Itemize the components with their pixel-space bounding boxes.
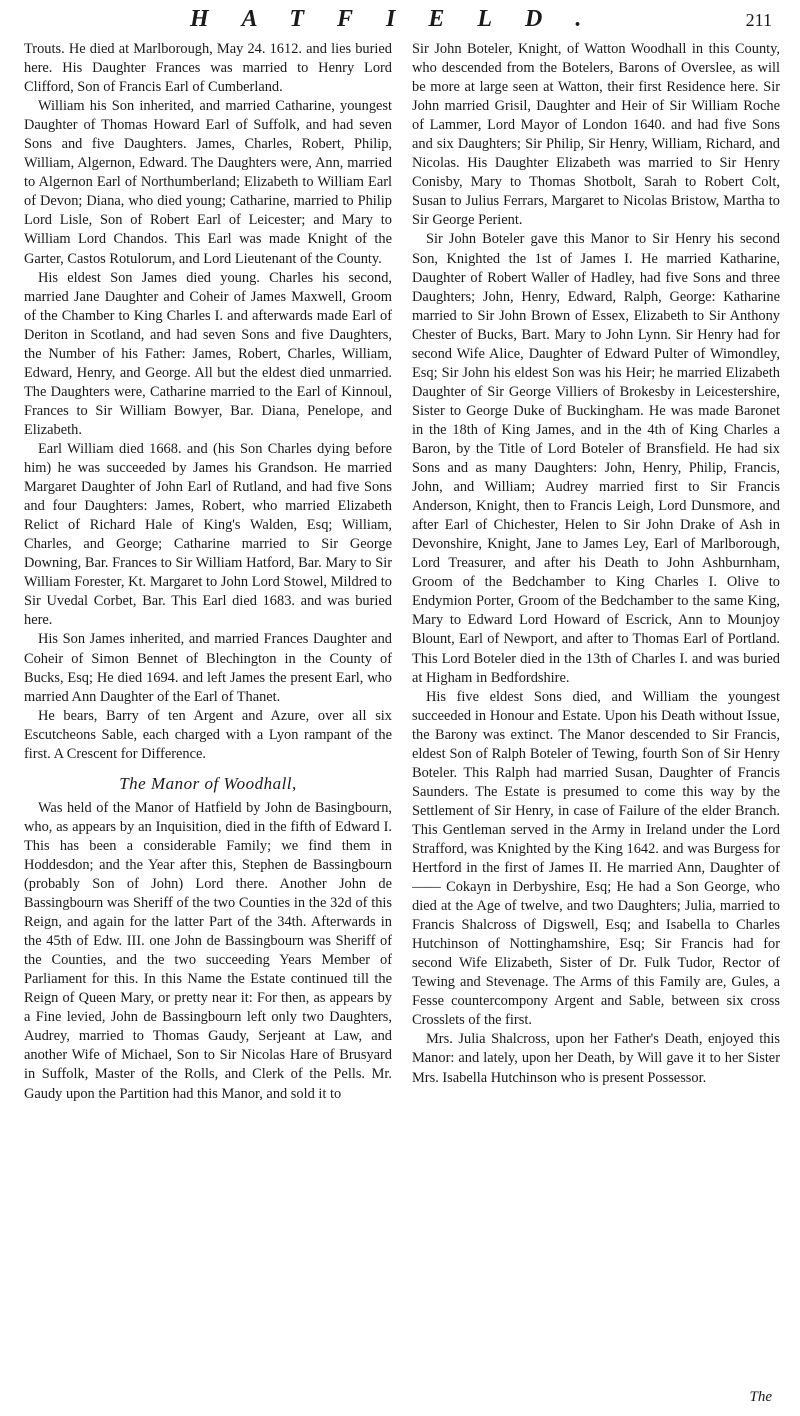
page-header bbox=[0, 6, 800, 42]
paragraph: His eldest Son James died young. Charles his second, married Jane Daughter and Coheir of James Maxwell, Groom of the Chamber to King Charles I. and afterwards made Earl of Deriton in Scotland, and had seven Sons and five Daughters, the Number of his Father: James, Robert, Charles, William, Edward, Henry, and George. All but the eldest died unmarried. The Daughters were, Catharine married to the Earl of Kinnoul, Frances to Sir William Bowyer, Bar. Diana, Penelope, and Elizabeth. bbox=[24, 269, 392, 438]
paragraph: William his Son inherited, and married Catharine, youngest Daughter of Thomas Howard Earl of Suffolk, and had seven Sons and five Daughters. James, Charles, Robert, Philip, William, Algernon, Edward. The Daughters were, Ann, married to Algernon Earl of Northumberland; Elizabeth to William Earl of Devon; Diana, who died young; Catharine, married to Philip Lord Lisle, Son of Robert Earl of Leicester; and Mary to William Lord Chandos. This Earl was made Knight of the Garter, Castos Rotulorum, and Lord Lieutenant of the County. bbox=[24, 98, 392, 267]
paragraph: Sir John Boteler gave this Manor to Sir Henry his second Son, Knighted the 1st of James I. He married Katharine, Daughter of Robert Waller of Hadley, had five Sons and three Daughters; John, Henry, Edward, Ralph, George: Katharine married to Sir John Brown of Essex, Elizabeth to Sir Anthony Chester of Bucks, Bart. Mary to John Lynn. Sir Henry had for second Wife Alice, Daughter of Edward Pulter of Wimondley, Esq; Sir John his eldest Son was his Heir; he married Elizabeth Daughter of Sir George Villiers of Brokesby in Leicestershire, Sister to George Duke of Buckingham. He was made Baronet in the 18th of King James, and in the 4th of King Charles a Baron, by the Title of Lord Boteler of Bransfield. He had six Sons and as many Daughters: John, Henry, Philip, Francis, John, and William; Audrey married first to Sir Francis Anderson, Knight, then to Francis Leigh, Lord Dunsmore, and after Earl of Chichester, Helen to Sir John Drake of Ash in Devonshire, Knight, Jane to James Ley, Earl of Marlborough, Lord Treasurer, and after his Death to John Ashburnham, Groom of the Bedchamber to King Charles I. Olive to Endymion Porter, Groom of the Bedchamber to the same King, Mary to Edward Lord Howard of Escrick, Ann to Mounjoy Blount, Earl of Newport, and after to Thomas Earl of Portland. This Lord Boteler died in the 13th of Charles I. and was buried at Higham in Bedfordshire. bbox=[412, 231, 780, 686]
paragraph: Mrs. Julia Shalcross, upon her Father's Death, enjoyed this Manor: and lately, upon her Death, by Will gave it to her Sister Mrs. Isabella Hutchinson who is present Possessor. bbox=[412, 1031, 780, 1086]
paragraph: Sir John Boteler, Knight, of Watton Woodhall in this County, who descended from the Botelers, Barons of Overslee, as will be more at large seen at Watton, their first Residence here. Sir John married Grisil, Daughter and Heir of Sir William Roche of Lammer, Lord Mayor of London 1640. and had five Sons and six Daughters; Sir Philip, Sir Henry, William, Richard, and Nicolas. His Daughter Elizabeth was married to Sir Henry Conisby, Mary to Thomas Shotbolt, Sarah to Robert Colt, Susan to Julius Ferrars, Margaret to Nicolas Bristow, Martha to Sir George Perient. bbox=[412, 41, 780, 229]
paragraph: He bears, Barry of ten Argent and Azure, over all six Escutcheons Sable, each charged with a Lyon rampant of the first. A Crescent for Difference. bbox=[24, 707, 392, 762]
right-column bbox=[412, 40, 780, 1402]
left-column bbox=[24, 40, 392, 1402]
paragraph: Was held of the Manor of Hatfield by John de Basingbourn, who, as appears by an Inquisition, died in the fifth of Edward I. This has been a considerable Family; we find them in Hoddesdon; and the Year after this, Stephen de Bassingbourn (probably Son of John) Lord there. Another John de Bassingbourn was Sheriff of the two Counties in the 32d of this Reign, and again for the latter Part of the 34th. Afterwards in the 45th of Edw. III. one John de Bassingbourn was Sheriff of the Counties, and the two succeeding Years Member of Parliament for this. In this Name the Estate continued till the Reign of Queen Mary, or pretty near it: For then, as appears by a Fine levied, John de Bassingbourn left only two Daughters, Audrey, married to Thomas Gaudy, Serjeant at Law, and another Wife of Michael, Son to Sir Nicolas Hare of Brusyard in Suffolk, Master of the Rolls, and Clerk of the Pells. Mr. Gaudy upon the Partition had this Manor, and sold it to bbox=[24, 799, 392, 1102]
catchword: The bbox=[749, 1389, 772, 1405]
paragraph: Earl William died 1668. and (his Son Charles dying before him) he was succeeded by James his Grandson. He married Margaret Daughter of John Earl of Rutland, and had five Sons and four Daughters: James, Robert, who married Elizabeth Relict of Richard Hale of King's Walden, Esq; William, Charles, and George; Catharine married to Sir George Downing, Bar. Frances to Sir William Hatford, Bar. Mary to Sir William Forester, Kt. Margaret to John Lord Stowel, Mildred to Sir Uvedal Corbet, Bar. This Earl died 1683. and was buried here. bbox=[24, 440, 392, 629]
page-number: 211 bbox=[745, 10, 772, 30]
paragraph: His five eldest Sons died, and William the youngest succeeded in Honour and Estate. Upon his Death without Issue, the Barony was extinct. The Manor descended to Sir Francis, eldest Son of Ralph Boteler of Tewing, fourth Son of Sir Henry Boteler. This Ralph had married Susan, Daughter of Francis Saunders. The Estate is presumed to come this way by the Settlement of Sir Henry, in case of Failure of the elder Branch. This Gentleman served in the Army in Ireland under the Lord Strafford, was Knighted by the King 1642. and was Burgess for Hertford in the first of James II. He married Ann, Daughter of —— Cokayn in Derbyshire, Esq; He had a Son George, who died at the Age of twelve, and two Daughters; Julia, married to Francis Shalcross of Digswell, Esq; and Isabella to Charles Hutchinson of Nottinghamshire, Esq; Sir Francis had for second Wife Elizabeth, Sister of Dr. Fulk Tudor, Rector of Tewing and Stevenage. The Arms of this Family are, Gules, a Fesse countercompony Argent and Sable, between six cross Crosslets of the first. bbox=[412, 688, 780, 1029]
paragraph: His Son James inherited, and married Frances Daughter and Coheir of Simon Bennet of Blechington in the County of Bucks, Esq; He died 1694. and left James the present Earl, who married Ann Daughter of the Earl of Thanet. bbox=[24, 631, 392, 705]
running-title: HATFIELD. bbox=[190, 6, 615, 32]
paragraph: Trouts. He died at Marlborough, May 24. 1612. and lies buried here. His Daughter Frances was married to Henry Lord Clifford, Son of Francis Earl of Cumberland. bbox=[24, 41, 392, 96]
section-heading: The Manor of Woodhall, bbox=[119, 773, 297, 793]
